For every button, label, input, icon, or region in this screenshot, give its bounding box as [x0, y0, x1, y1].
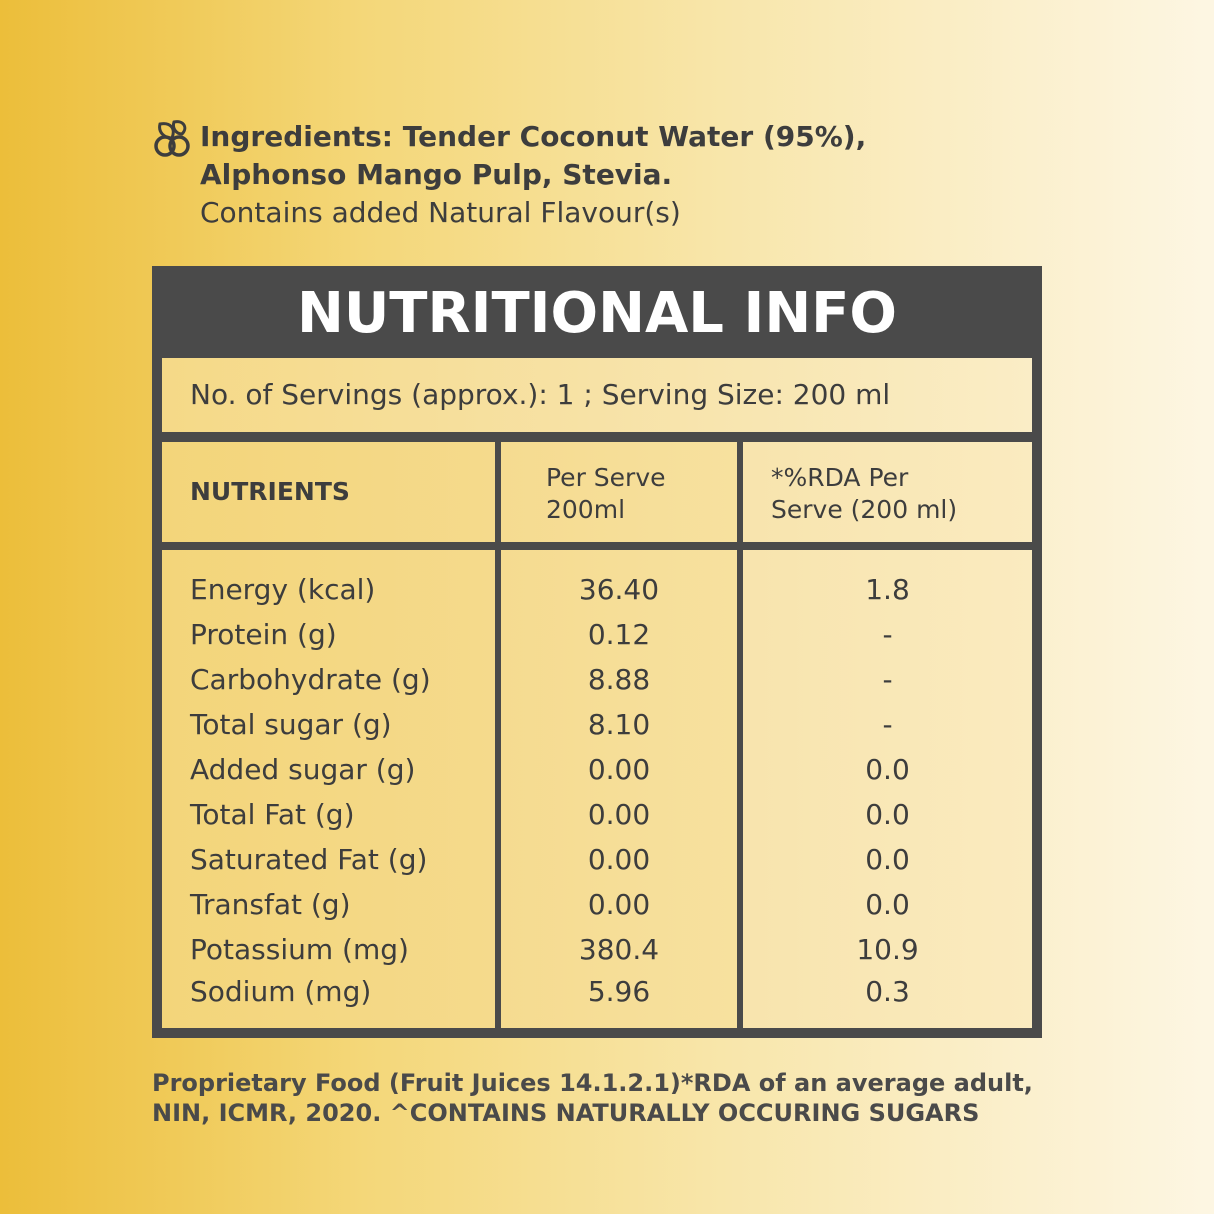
nutrient-name: Total sugar (g): [190, 708, 392, 741]
per-serve-value: 8.88: [587, 663, 651, 696]
ingredients-line-3: Contains added Natural Flavour(s): [200, 196, 681, 229]
header-per-serve: [501, 442, 737, 542]
per-serve-value: 0.00: [587, 753, 651, 786]
ingredients-line-1: Ingredients: Tender Coconut Water (95%),: [200, 120, 867, 153]
rda-value: 0.3: [865, 975, 910, 1008]
per-serve-value: 8.10: [587, 708, 651, 741]
rda-value: -: [882, 618, 893, 651]
nutrient-name: Added sugar (g): [190, 753, 416, 786]
nutrient-name: Protein (g): [190, 618, 337, 651]
nutrient-name: Transfat (g): [190, 888, 351, 921]
per-serve-value: 0.12: [587, 618, 651, 651]
nutrient-name: Total Fat (g): [190, 798, 355, 831]
per-serve-value: 380.4: [578, 933, 660, 966]
rda-value: -: [882, 663, 893, 696]
ingredients-block: [152, 118, 1052, 232]
nutrient-name: Potassium (mg): [190, 933, 409, 966]
footnote-line-1: Proprietary Food (Fruit Juices 14.1.2.1)*RDA of an average adult,: [152, 1069, 1033, 1097]
rda-column: [743, 550, 1032, 1028]
header-nutrients-label: NUTRIENTS: [190, 477, 350, 506]
header-rda-line1: *%RDA Per: [771, 463, 909, 492]
table-title: NUTRITIONAL INFO: [296, 281, 898, 346]
header-per-serve-line2: 200ml: [546, 495, 626, 524]
per-serve-value: 36.40: [578, 573, 660, 606]
leaf-fruit-icon: [152, 118, 192, 158]
serving-info: No. of Servings (approx.): 1 ; Serving Size: 200 ml: [162, 358, 1032, 432]
rda-value: 1.8: [865, 573, 910, 606]
nutrient-name: Saturated Fat (g): [190, 843, 428, 876]
rda-value: 0.0: [865, 843, 910, 876]
rda-value: 10.9: [856, 933, 919, 966]
footnote-line-2: NIN, ICMR, 2020. ^CONTAINS NATURALLY OCCURING SUGARS: [152, 1099, 980, 1127]
footnote: [152, 1068, 1152, 1128]
per-serve-column: [501, 550, 737, 1028]
nutrients-column: [162, 550, 495, 1028]
header-per-serve-line1: Per Serve: [546, 463, 666, 492]
header-nutrients: [162, 442, 495, 542]
per-serve-value: 5.96: [587, 975, 651, 1008]
rda-value: 0.0: [865, 888, 910, 921]
ingredients-line-2: Alphonso Mango Pulp, Stevia.: [200, 158, 673, 191]
nutrient-name: Carbohydrate (g): [190, 663, 431, 696]
per-serve-value: 0.00: [587, 798, 651, 831]
nutrient-name: Energy (kcal): [190, 573, 376, 606]
nutrient-name: Sodium (mg): [190, 975, 372, 1008]
per-serve-value: 0.00: [587, 888, 651, 921]
nutrition-table: [152, 266, 1042, 1038]
header-rda: [743, 442, 1032, 542]
header-rda-line2: Serve (200 ml): [771, 495, 958, 524]
rda-value: -: [882, 708, 893, 741]
per-serve-value: 0.00: [587, 843, 651, 876]
rda-value: 0.0: [865, 798, 910, 831]
rda-value: 0.0: [865, 753, 910, 786]
